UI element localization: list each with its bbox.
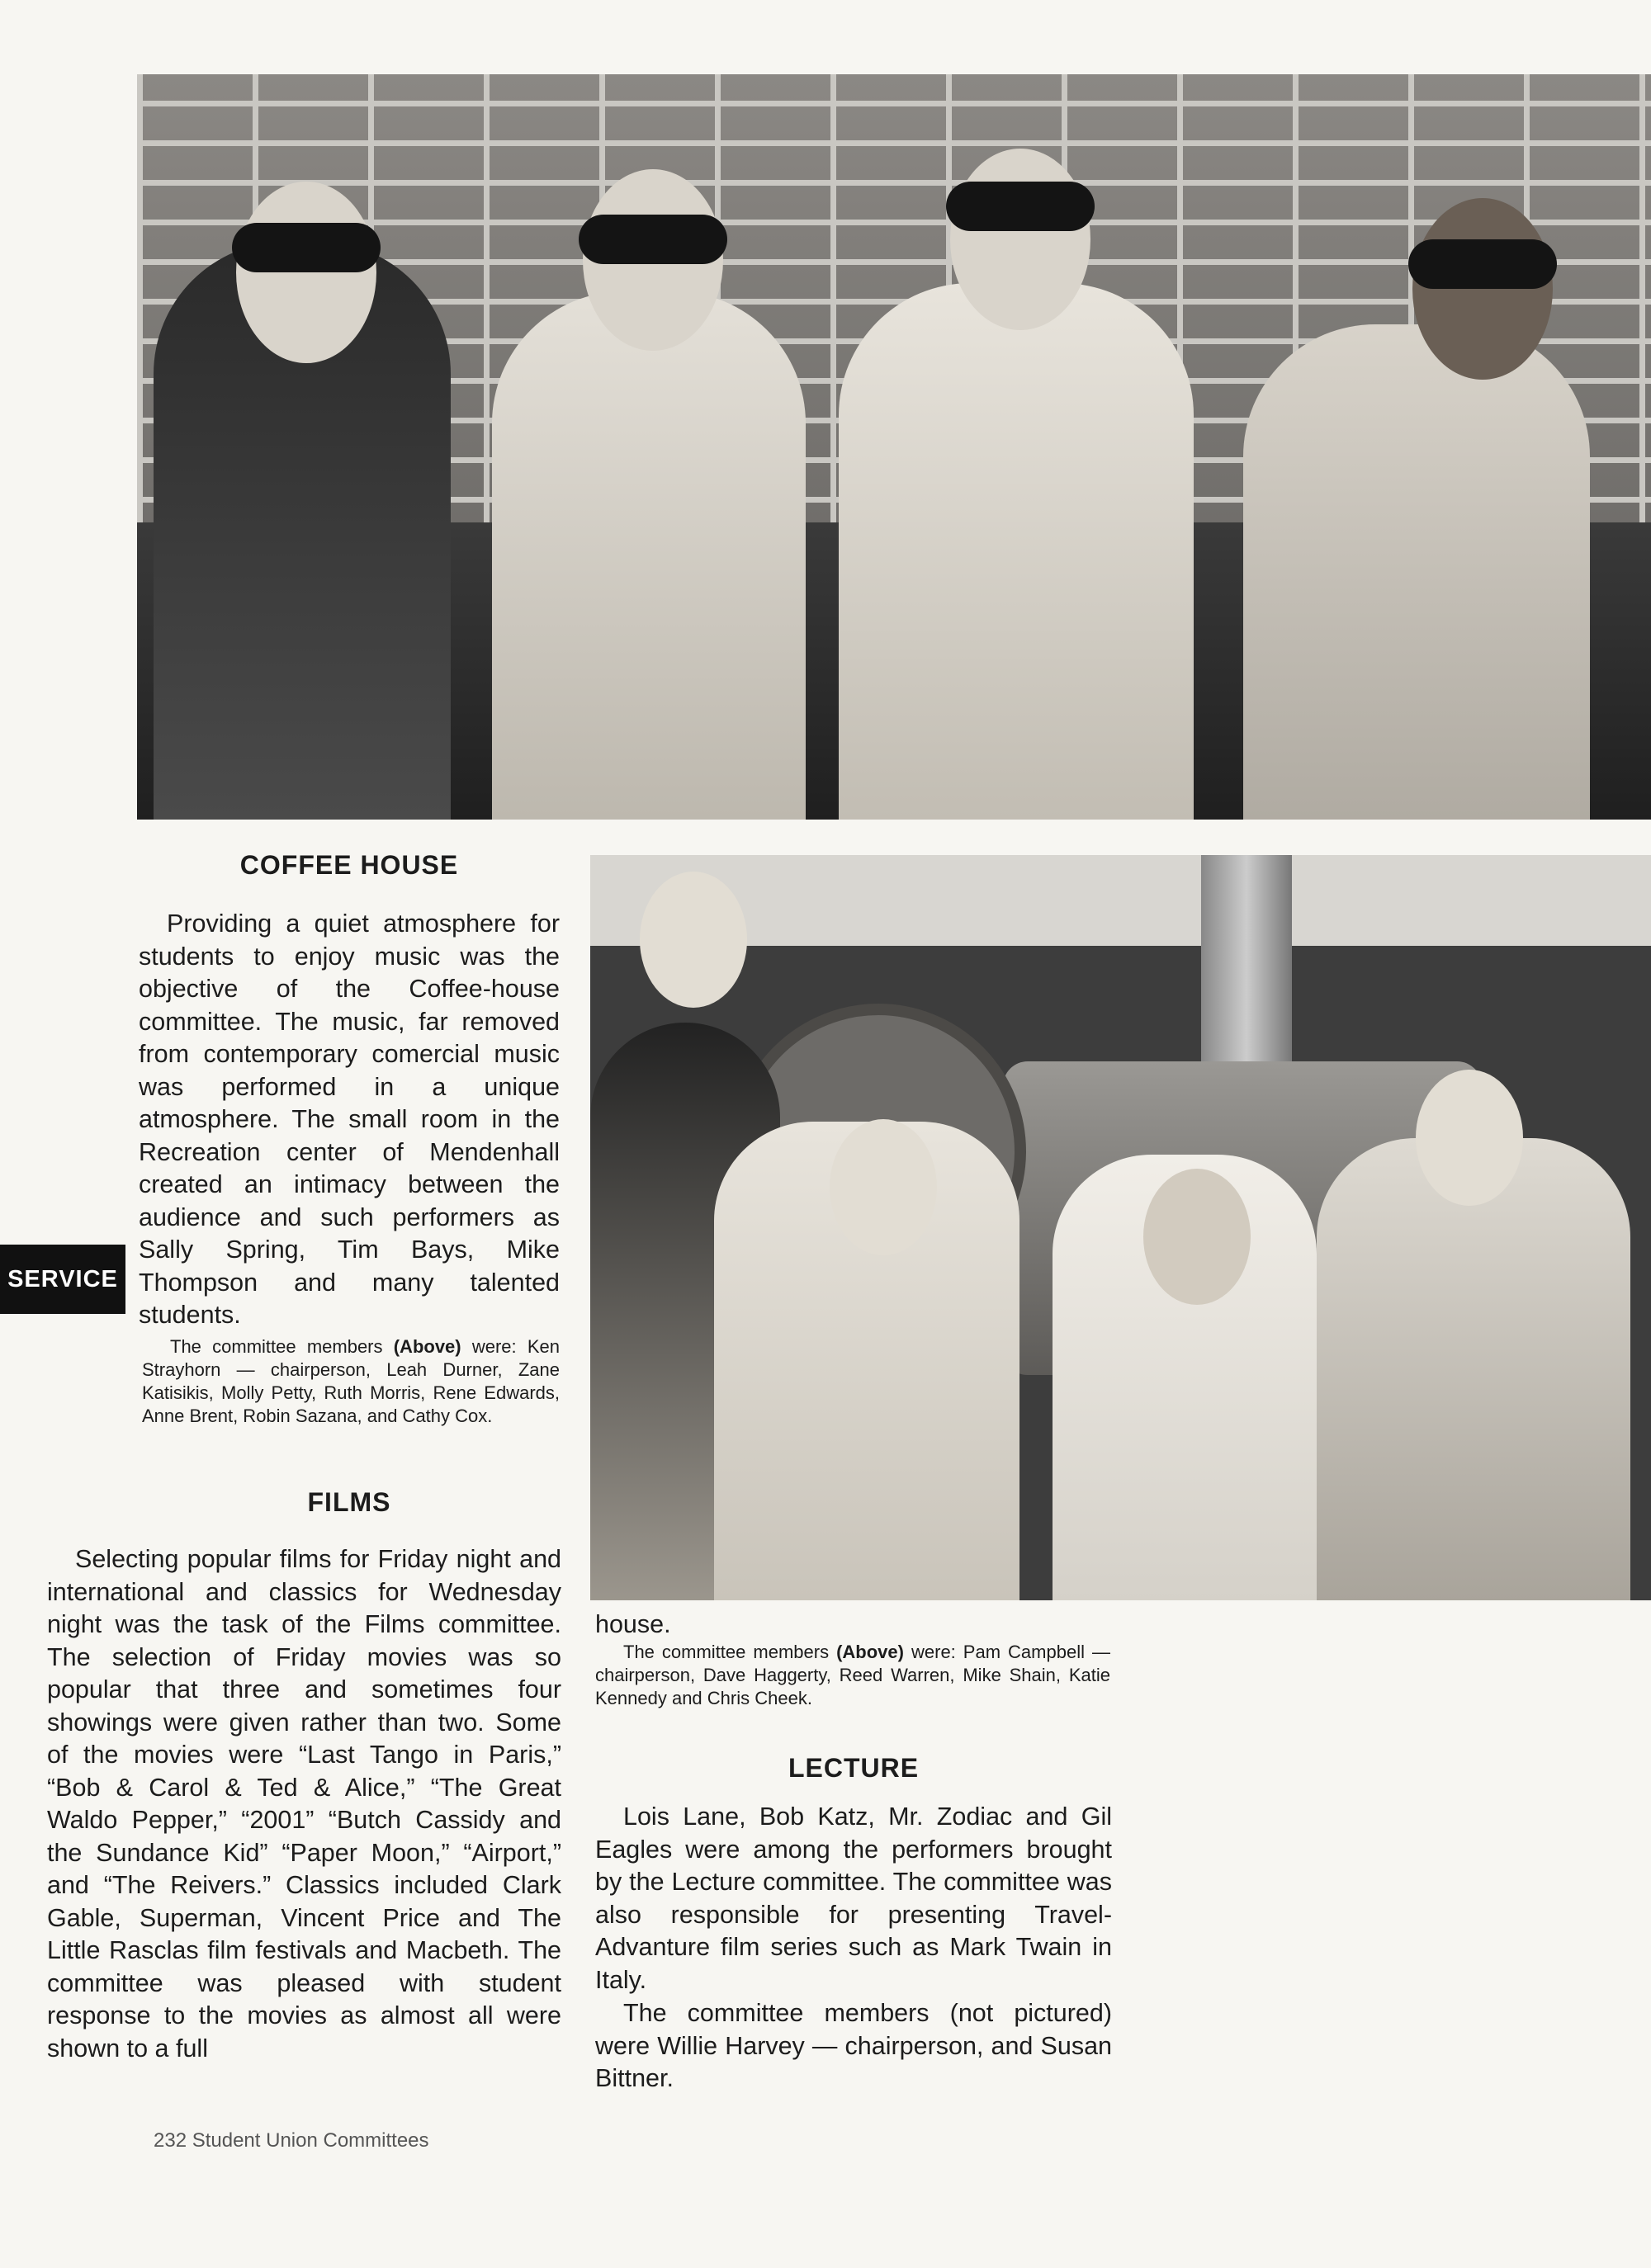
photo-projector-pipe bbox=[1201, 855, 1292, 1086]
coffee-house-caption: The committee members (Above) were: Ken Strayhorn — chairperson, Leah Durner, Zane Katisikis, Molly Petty, Ruth Morris, Rene Edwards, Anne Brent, Robin Sazana, and Cathy Cox. bbox=[142, 1336, 561, 1426]
page-folio: 232 Student Union Committees bbox=[154, 2129, 429, 2152]
lecture-members: The committee members (not pictured) were Willie Harvey — chairperson, and Susan Bittner. bbox=[595, 1999, 1112, 2092]
photo-face bbox=[1416, 1070, 1523, 1206]
films-body: Selecting popular films for Friday night and international and classics for Wednesday night was the task of the Films committee. The selection of Friday movies was so popular that three and sometimes four showings were given rather than two. Some of the movies were “Last Tango in Paris,” “Bob & Carol & Ted & Alice,” “The Great Waldo Pepper,” “2001” “Butch Cassidy and the Sundance Kid” “Paper Moon,” “Airport,” and “The Reivers.” Classics included Clark Gable, Superman, Vincent Price and The Little Rasclas film festivals and Macbeth. The committee was pleased with student response to the movies as almost all were shown to a full bbox=[47, 1545, 561, 2062]
photo-person bbox=[1243, 324, 1590, 820]
photo-face bbox=[1143, 1169, 1251, 1305]
films-committee-photo bbox=[590, 855, 1651, 1600]
photo-mask bbox=[579, 215, 727, 264]
photo-mask bbox=[946, 182, 1095, 231]
photo-mask bbox=[232, 223, 381, 272]
lecture-heading: LECTURE bbox=[788, 1753, 920, 1783]
photo-face bbox=[236, 182, 376, 363]
photo-face bbox=[950, 149, 1090, 330]
coffee-house-body: Providing a quiet atmosphere for students to enjoy music was the objective of the Coffee-house committee. The music, far removed from contemporary comercial music was performed in a unique atmosphere. The small room in the Recreation center of Mendenhall created an intimacy between the audience and such performers as Sally Spring, Tim Bays, Mike Thompson and many talented students. bbox=[139, 910, 560, 1329]
photo-face bbox=[830, 1119, 937, 1255]
photo-person bbox=[839, 283, 1194, 820]
coffee-house-heading: COFFEE HOUSE bbox=[239, 850, 459, 880]
films-caption: The committee members (Above) were: Pam Campbell — chairperson, Dave Haggerty, Reed Warren, Mike Shain, Katie Kennedy and Chris Cheek. bbox=[595, 1642, 1110, 1708]
photo-face bbox=[1412, 198, 1553, 380]
photo-face bbox=[640, 872, 747, 1008]
coffee-house-committee-photo bbox=[137, 74, 1651, 820]
photo-person bbox=[492, 291, 806, 820]
lecture-body: Lois Lane, Bob Katz, Mr. Zodiac and Gil Eagles were among the performers brought by the Lecture committee. The committee was also responsible for presenting Travel-Advanture film series such as Mark Twain in Italy. bbox=[595, 1803, 1112, 1994]
films-body-continuation: house. bbox=[595, 1610, 671, 1638]
section-tab-service: SERVICE bbox=[0, 1245, 125, 1314]
photo-mask bbox=[1408, 239, 1557, 289]
films-heading: FILMS bbox=[307, 1487, 391, 1517]
photo-person bbox=[1317, 1138, 1630, 1600]
